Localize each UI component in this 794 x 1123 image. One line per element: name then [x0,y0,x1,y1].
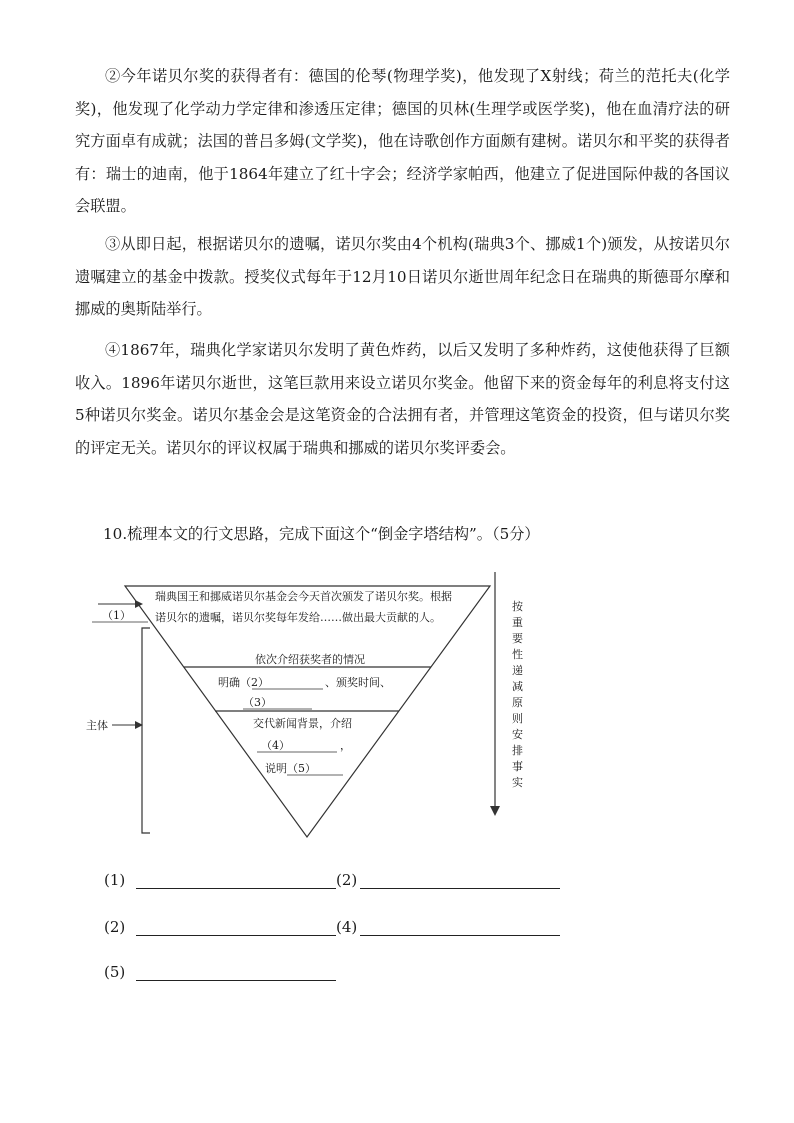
importance-arrow-head [490,806,500,816]
blank-3-label: （3） [243,696,272,709]
answer-row-2 [104,917,358,947]
paragraph-award-rules: ③从即日起，根据诺贝尔的遗嘱，诺贝尔奖由4个机构(瑞典3个、挪威1个)颁发，从按诺贝尔遗嘱建立的基金中拨款。授奖仪式每年于12月10日诺贝尔逝世周年纪念日在瑞典的斯德哥尔摩和挪威的奥斯陆举行。 [75,235,730,318]
answer-blank-2[interactable] [360,870,560,889]
question-10: 10.梳理本文的行文思路，完成下面这个“倒金字塔结构”。（5分） [103,525,540,543]
blank-1-label: （1） [102,609,131,622]
answer-blank-3[interactable] [136,917,336,936]
answer-blank-5[interactable] [136,962,336,981]
importance-label: 按重要性递减原则安排事实 [512,600,523,789]
inverted-pyramid-diagram [0,560,794,850]
paragraph-nobel-background: ④1867年，瑞典化学家诺贝尔发明了黄色炸药，以后又发明了多种炸药，这使他获得了巨额收入。1896年诺贝尔逝世，这笔巨款用来设立诺贝尔奖金。他留下来的资金每年的利息将支付这5种诺贝尔奖金。诺贝尔基金会是这笔资金的合法拥有者，并管理这笔资金的投资，但与诺贝尔奖的评定无关。诺贝尔的评议权属于瑞典和挪威的诺贝尔奖评委会。 [75,341,730,457]
section3-line1: 交代新闻背景，介绍 [253,717,352,730]
section3-line2-suffix: ， [340,739,351,752]
answer-row-1 [104,870,358,900]
answer-label-1: (1) [104,871,126,889]
section2-line2-suffix: 、颁奖时间、 [325,676,391,689]
left-arrow-1-head [135,600,143,608]
section2-line2-prefix: 明确（2） [218,676,269,689]
blank-4-label: （4） [261,739,290,752]
answer-label-5: (5) [104,963,126,981]
answer-blank-1[interactable] [136,870,336,889]
answer-label-3: (2) [104,918,126,936]
section3-line3-prefix: 说明（5） [265,762,316,775]
body-label: 主体 [86,719,108,732]
lead-text-line-2: 诺贝尔的遗嘱，诺贝尔奖每年发给……做出最大贡献的人。 [155,611,441,624]
lead-text-line-1: 瑞典国王和挪威诺贝尔基金会今天首次颁发了诺贝尔奖。根据 [155,590,452,603]
answer-blank-4[interactable] [360,917,560,936]
answer-label-2: (2) [336,871,358,889]
answer-row-3 [104,962,336,992]
answer-label-4: (4) [336,918,358,936]
paragraph-award-winners: ②今年诺贝尔奖的获得者有：德国的伦琴(物理学奖)，他发现了X射线；荷兰的范托夫(化学奖)，他发现了化学动力学定律和渗透压定律；德国的贝林(生理学或医学奖)，他在血清疗法的研究方面卓有成就；法国的普吕多姆(文学奖)，他在诗歌创作方面颇有建树。诺贝尔和平奖的获得者有：瑞士的迪南，他于1864年建立了红十字会；经济学家帕西，他建立了促进国际仲裁的各国议会联盟。 [75,67,730,215]
section2-line1: 依次介绍获奖者的情况 [255,653,365,666]
body-bracket [142,628,150,833]
